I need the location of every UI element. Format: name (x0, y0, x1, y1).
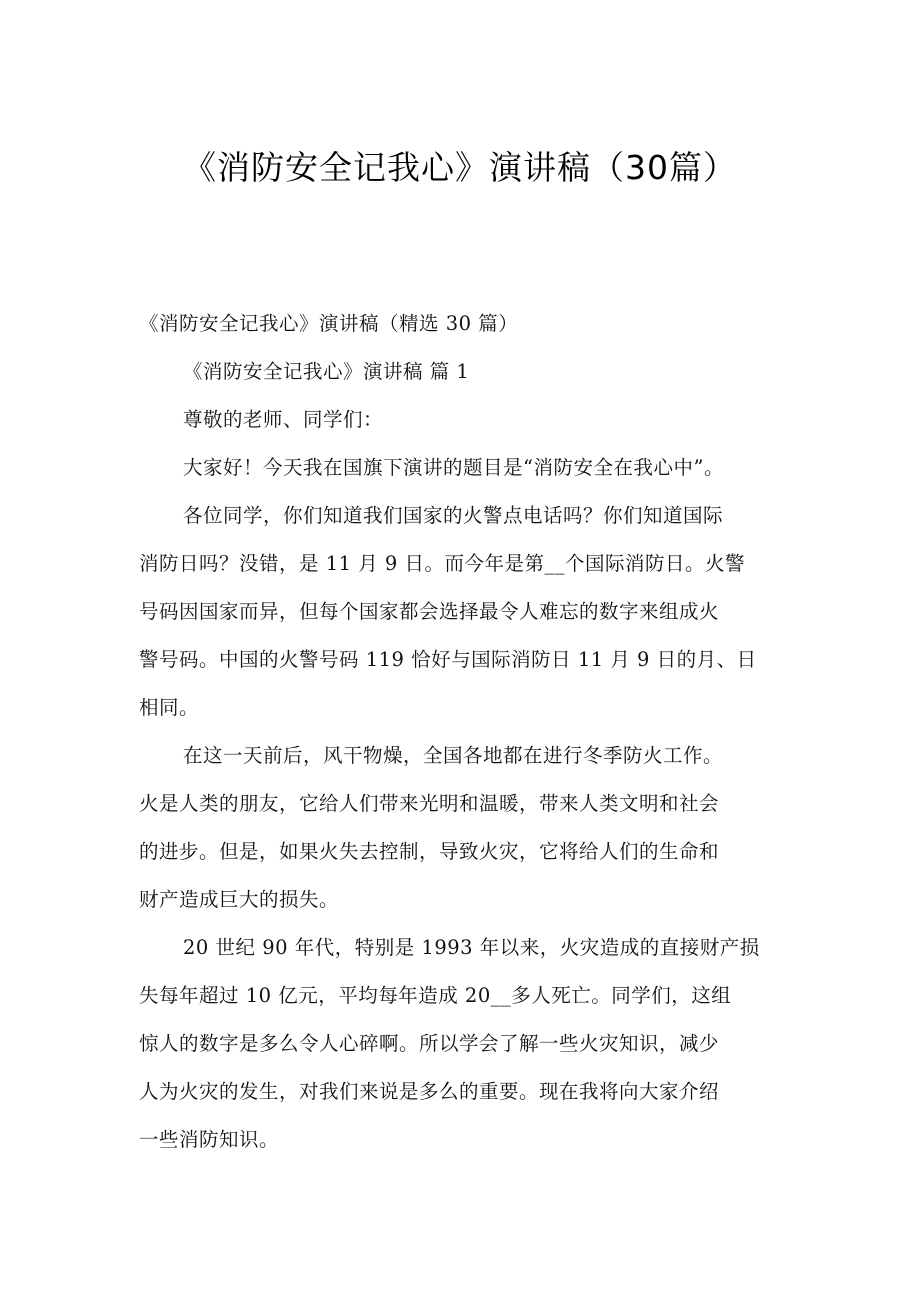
paragraph-line: 惊人的数字是多么令人心碎啊。所以学会了解一些火灾知识，减少 (139, 1032, 720, 1055)
paragraph-line: 《消防安全记我心》演讲稿 篇 1 (183, 360, 470, 383)
paragraph-line: 20 世纪 90 年代，特别是 1993 年以来，火灾造成的直接财产损 (183, 936, 760, 959)
paragraph-line: 在这一天前后，风干物燥，全国各地都在进行冬季防火工作。 (183, 744, 724, 767)
paragraph-line: 《消防安全记我心》演讲稿（精选 30 篇） (139, 312, 519, 335)
paragraph-line: 警号码。中国的火警号码 119 恰好与国际消防日 11 月 9 日的月、日 (139, 648, 757, 671)
paragraph-line: 相同。 (139, 696, 200, 719)
paragraph-line: 一些消防知识。 (139, 1128, 280, 1151)
paragraph-line: 失每年超过 10 亿元，平均每年造成 20__多人死亡。同学们，这组 (139, 984, 732, 1007)
paragraph-line: 火是人类的朋友，它给人们带来光明和温暖，带来人类文明和社会 (139, 792, 720, 815)
paragraph-line: 消防日吗？没错，是 11 月 9 日。而今年是第__个国际消防日。火警 (139, 552, 746, 575)
paragraph-line: 号码因国家而异，但每个国家都会选择最令人难忘的数字来组成火 (139, 600, 720, 623)
paragraph-line: 各位同学，你们知道我们国家的火警点电话吗？你们知道国际 (183, 504, 724, 527)
document-body (139, 300, 799, 1164)
paragraph-line: 尊敬的老师、同学们： (183, 408, 384, 431)
document-title: 《消防安全记我心》演讲稿（30篇） (183, 148, 737, 187)
paragraph-line: 的进步。但是，如果火失去控制，导致火灾，它将给人们的生命和 (139, 840, 720, 863)
paragraph-line: 人为火灾的发生，对我们来说是多么的重要。现在我将向大家介绍 (139, 1080, 720, 1103)
paragraph-line: 大家好！今天我在国旗下演讲的题目是“消防安全在我心中”。 (183, 456, 724, 479)
paragraph-line: 财产造成巨大的损失。 (139, 888, 340, 911)
